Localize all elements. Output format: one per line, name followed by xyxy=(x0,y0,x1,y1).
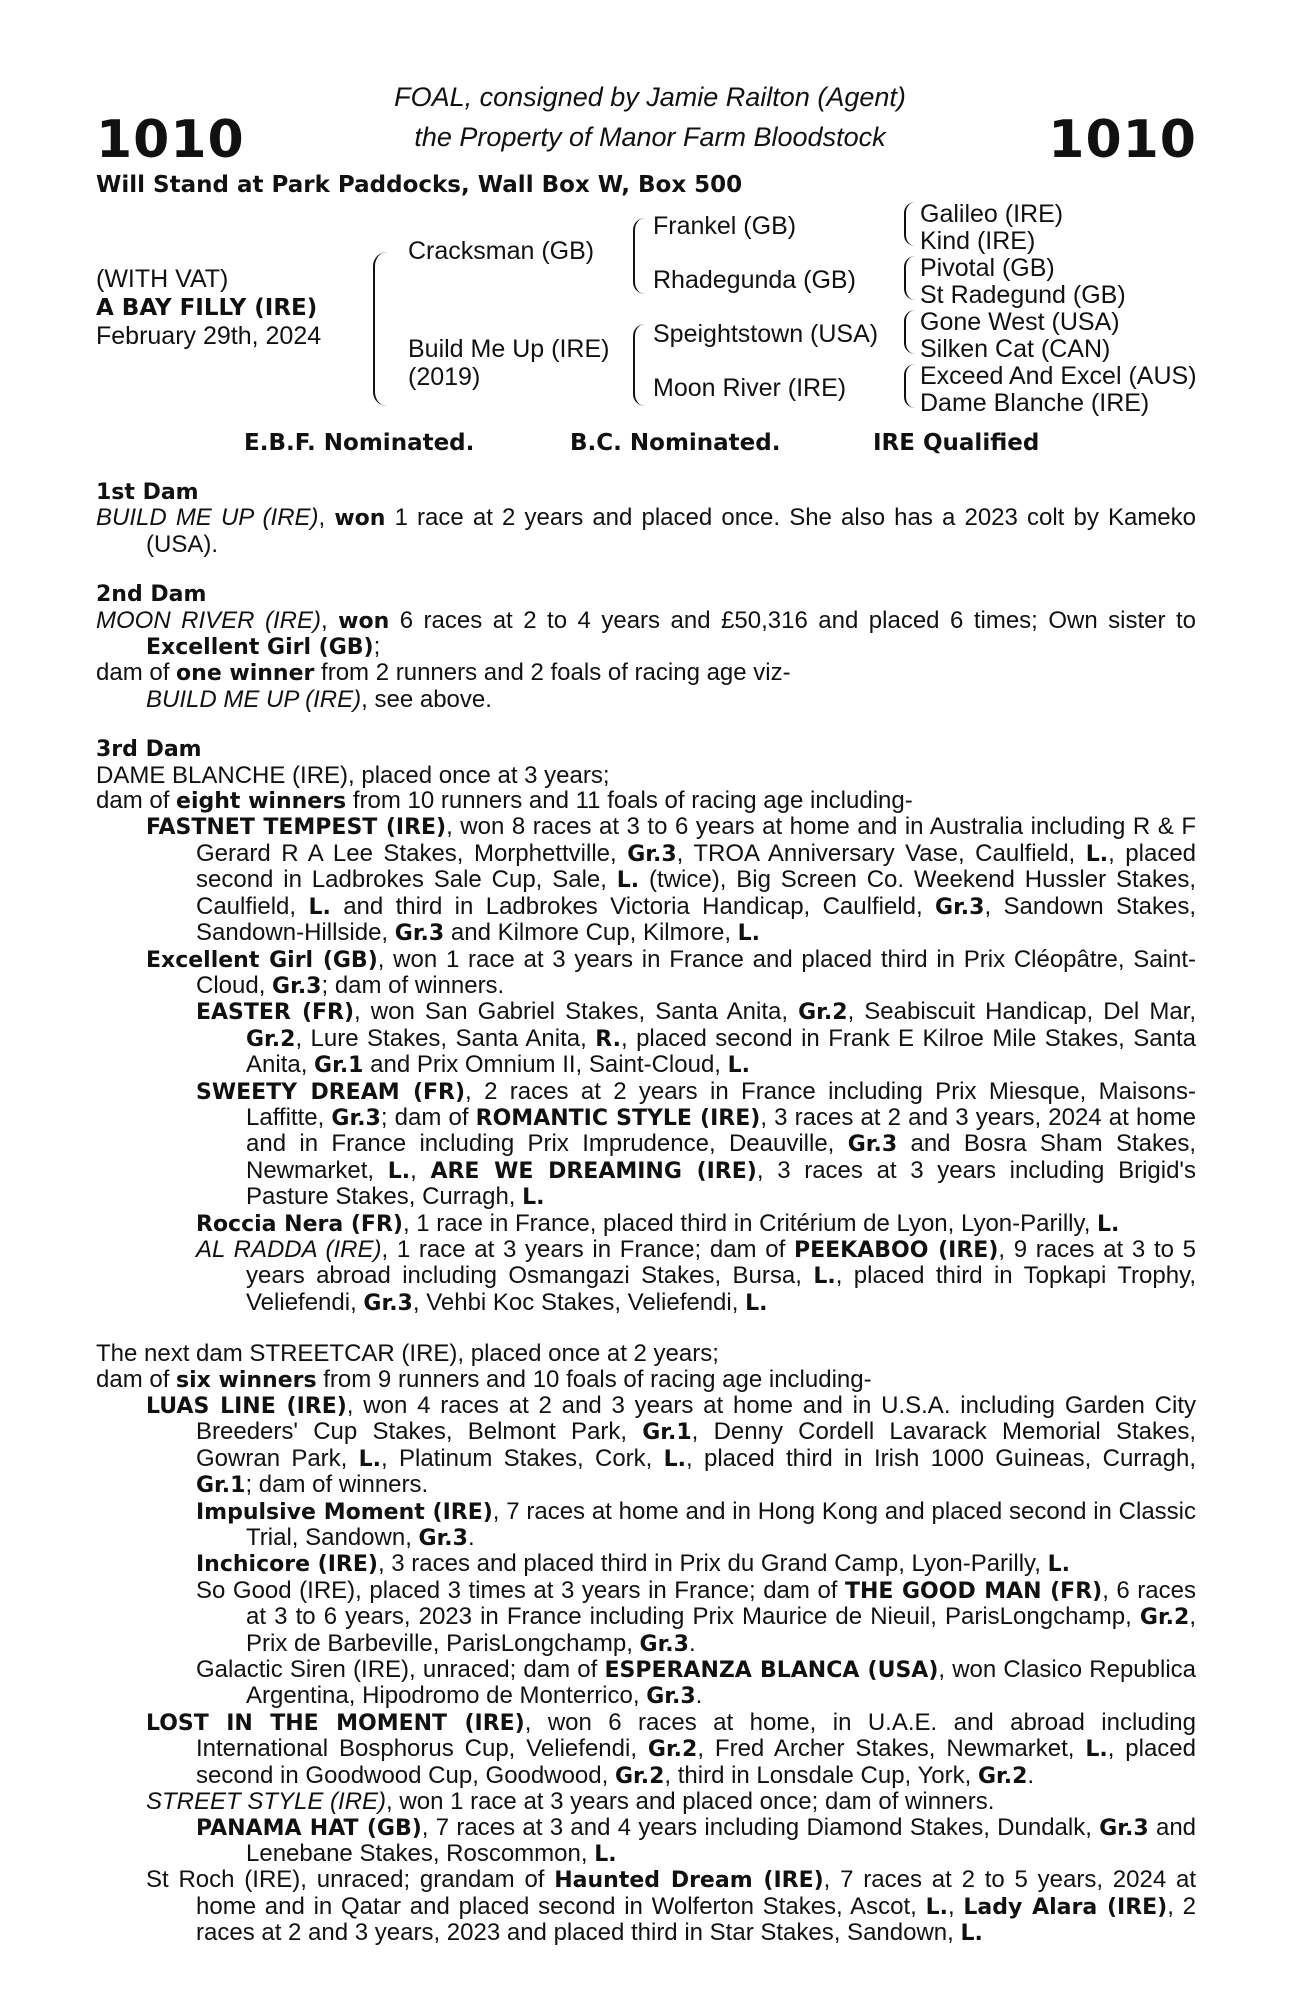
dam-section xyxy=(96,737,1196,1316)
bold-text: L. xyxy=(594,1841,617,1867)
entry-text: , Vehbi Koc Stakes, Veliefendi, xyxy=(412,1288,746,1316)
bold-text: Gr.2 xyxy=(977,1763,1028,1789)
entry-text: dam of xyxy=(96,1365,177,1393)
entry-text: , Prix de Barbeville, ParisLongchamp, xyxy=(246,1603,1196,1657)
bold-text: L. xyxy=(308,894,331,920)
ebf-nomination: E.B.F. Nominated. xyxy=(244,430,475,456)
bold-text: Gr.3 xyxy=(646,1684,696,1710)
bold-text: Lady Alara (IRE) xyxy=(963,1894,1168,1920)
bold-text: PEEKABOO (IRE) xyxy=(793,1237,999,1263)
pedigree-entry xyxy=(96,1710,1196,1789)
bold-text: Gr.3 xyxy=(272,973,322,999)
entry-text: , 3 races and placed third in Prix du Grand Camp, Lyon-Parilly, xyxy=(377,1550,1048,1578)
dam-sire: Speightstown (USA) xyxy=(653,320,879,348)
bold-text: L. xyxy=(737,921,761,947)
bold-text: FASTNET TEMPEST (IRE) xyxy=(146,815,447,841)
bold-text: won xyxy=(334,506,386,532)
entry-text: , 2 races at 2 years in France including Prix Miesque, Maisons-Laffitte, xyxy=(246,1077,1196,1131)
entry-text: , 3 races at 2 and 3 years, 2024 at home and in France including Prix Imprudence, Deauville, xyxy=(246,1103,1196,1158)
pedigree-entry xyxy=(96,947,1196,1000)
italic-text: STREET STYLE (IRE) xyxy=(146,1788,387,1816)
bold-text: L. xyxy=(358,1446,382,1472)
grandsire-4: Exceed And Excel (AUS) xyxy=(920,362,1197,390)
pedigree-entry xyxy=(96,1393,1196,1499)
entry-text: , Platinum Stakes, Cork, xyxy=(381,1444,664,1472)
entry-text: . xyxy=(467,1524,475,1552)
bold-text: Gr.2 xyxy=(1139,1605,1190,1631)
section-heading: 2nd Dam xyxy=(96,582,207,608)
italic-text: BUILD ME UP (IRE) xyxy=(146,685,362,713)
bold-text: L. xyxy=(1047,1552,1070,1578)
bold-text: PANAMA HAT (GB) xyxy=(196,1815,422,1841)
bold-text: Gr.3 xyxy=(639,1631,689,1657)
entry-text: , placed third in Irish 1000 Guineas, Curragh, xyxy=(686,1444,1196,1472)
ire-qualified: IRE Qualified xyxy=(873,430,1040,456)
entry-text: , placed third in Topkapi Trophy, Veliefendi, xyxy=(246,1262,1196,1316)
entry-text: , 3 races at 3 years including Brigid's Pasture Stakes, Curragh, xyxy=(246,1156,1197,1211)
entry-text: , Seabiscuit Handicap, Del Mar, xyxy=(847,998,1197,1026)
bold-text: EASTER (FR) xyxy=(196,1000,355,1026)
bc-nomination: B.C. Nominated. xyxy=(570,430,781,456)
grandsire-2: Pivotal (GB) xyxy=(920,254,1055,282)
bold-text: L. xyxy=(925,1894,948,1920)
pedigree-entry xyxy=(96,1551,1196,1577)
entry-text: DAME BLANCHE (IRE), placed once at 3 years; xyxy=(96,761,610,789)
entry-text: , Denny Cordell Lavarack Memorial Stakes, Gowran Park, xyxy=(196,1418,1196,1472)
entry-text: , xyxy=(318,504,335,532)
granddam-2: St Radegund (GB) xyxy=(920,281,1126,309)
bold-text: L. xyxy=(616,868,640,894)
entry-text: and Prix Omnium II, Saint-Cloud, xyxy=(363,1051,728,1079)
italic-text: MOON RIVER (IRE) xyxy=(96,606,321,634)
entry-text: and Lenebane Stakes, Roscommon, xyxy=(246,1813,1197,1867)
bold-text: Gr.3 xyxy=(363,1290,413,1316)
dam: Build Me Up (IRE) xyxy=(408,335,610,363)
entry-text: , 1 race at 3 years in France; dam of xyxy=(381,1235,794,1263)
section-gap xyxy=(96,557,1196,582)
bold-text: Gr.1 xyxy=(196,1473,246,1499)
entry-text: The next dam STREETCAR (IRE), placed once at 2 years; xyxy=(96,1340,719,1368)
entry-text: , won 1 race at 3 years and placed once; dam of winners. xyxy=(386,1788,995,1816)
entry-text: from 2 runners and 2 foals of racing age viz- xyxy=(314,659,791,687)
entry-text: and Bosra Sham Stakes, Newmarket, xyxy=(246,1130,1196,1184)
pedigree-entry xyxy=(96,999,1196,1078)
bold-text: Impulsive Moment (IRE) xyxy=(196,1499,493,1525)
entry-text: . xyxy=(688,1629,696,1657)
bold-text: Gr.3 xyxy=(418,1526,468,1552)
bold-text: Gr.1 xyxy=(314,1053,364,1079)
entry-text: ; dam of xyxy=(380,1103,476,1131)
entry-text: 6 races at 2 to 4 years and £50,316 and placed 6 times; Own sister to xyxy=(389,606,1196,634)
sire-dam: Rhadegunda (GB) xyxy=(653,266,856,294)
pedigree-brace xyxy=(904,310,915,354)
bold-text: six winners xyxy=(176,1367,317,1393)
section-heading: 1st Dam xyxy=(96,480,199,505)
dam-dam: Moon River (IRE) xyxy=(653,374,847,402)
entry-text: ; xyxy=(373,633,381,661)
bold-text: LOST IN THE MOMENT (IRE) xyxy=(146,1710,525,1736)
bold-text: L. xyxy=(813,1264,836,1290)
entry-text: , placed second in Ladbrokes Sale Cup, Sale, xyxy=(196,839,1197,894)
pedigree-brace xyxy=(904,364,915,408)
entry-text: , won 6 races at home, in U.A.E. and abroad including International Bosphorus Cup, Veliefendi, xyxy=(196,1708,1196,1763)
pedigree-entry xyxy=(96,1499,1196,1552)
entry-text: , xyxy=(947,1892,964,1920)
bold-text: L. xyxy=(1097,1211,1120,1237)
section-gap xyxy=(96,1316,1196,1341)
bold-text: ROMANTIC STYLE (IRE) xyxy=(475,1105,761,1131)
bold-text: Gr.3 xyxy=(1099,1815,1149,1841)
pedigree-entry xyxy=(96,505,1196,557)
granddam-3: Silken Cat (CAN) xyxy=(920,335,1111,363)
grandsire-3: Gone West (USA) xyxy=(920,308,1120,336)
dam-section xyxy=(96,582,1196,712)
bold-text: eight winners xyxy=(176,789,347,815)
bold-text: one winner xyxy=(176,661,315,687)
bold-text: ESPERANZA BLANCA (USA) xyxy=(604,1658,939,1684)
bold-text: L. xyxy=(1085,1737,1108,1763)
grandsire-1: Galileo (IRE) xyxy=(920,200,1064,228)
horse-name: A BAY FILLY (IRE) xyxy=(96,295,318,321)
bold-text: Excellent Girl (GB) xyxy=(146,635,374,661)
bold-text: R. xyxy=(595,1026,621,1052)
entry-text: , won Clasico Republica Argentina, Hipodromo de Monterrico, xyxy=(246,1656,1196,1710)
entry-text: (twice), Big Screen Co. Weekend Hussler Stakes, Caulfield, xyxy=(196,866,1196,920)
bold-text: Gr.1 xyxy=(642,1420,692,1446)
pedigree-entry xyxy=(96,1367,1196,1393)
entry-text: , Lure Stakes, Santa Anita, xyxy=(295,1024,596,1052)
entry-text: Galactic Siren (IRE), unraced; dam of xyxy=(196,1656,605,1684)
italic-text: AL RADDA (IRE) xyxy=(196,1235,382,1263)
lot-number-left: 1010 xyxy=(96,110,245,170)
dam-section xyxy=(96,480,1196,557)
bold-text: Haunted Dream (IRE) xyxy=(554,1868,824,1894)
pedigree-entry xyxy=(96,1789,1196,1814)
entry-text: . xyxy=(1027,1761,1035,1789)
pedigree-entry xyxy=(96,1578,1196,1657)
bold-text: L. xyxy=(745,1290,768,1316)
entry-text: , TROA Anniversary Vase, Caulfield, xyxy=(676,839,1086,867)
bold-text: Gr.2 xyxy=(647,1737,698,1763)
pedigree-brace xyxy=(373,252,389,406)
entry-text: , see above. xyxy=(361,685,492,713)
pedigree-entry xyxy=(96,1867,1196,1946)
entry-text: dam of xyxy=(96,659,177,687)
entry-text: , 7 races at 2 to 5 years, 2024 at home and in Qatar and placed second in Wolferton Stakes, Ascot, xyxy=(196,1866,1196,1920)
pedigree-brace xyxy=(904,202,915,246)
entry-text: from 9 runners and 10 foals of racing age including- xyxy=(316,1365,872,1393)
entry-text: , 9 races at 3 to 5 years abroad including Osmangazi Stakes, Bursa, xyxy=(246,1235,1197,1290)
entry-text: , 6 races at 3 to 6 years, 2023 in France including Prix Maurice de Nieuil, ParisLongchamp, xyxy=(246,1576,1196,1631)
family-history xyxy=(96,480,1196,1947)
pedigree-brace xyxy=(904,256,915,300)
entry-text: and Kilmore Cup, Kilmore, xyxy=(444,919,738,947)
granddam-1: Kind (IRE) xyxy=(920,227,1036,255)
entry-text: , 1 race in France, placed third in Critérium de Lyon, Lyon-Parilly, xyxy=(402,1209,1098,1237)
lot-number-right: 1010 xyxy=(1048,110,1197,170)
bold-text: L. xyxy=(522,1185,545,1211)
pedigree-entry xyxy=(96,660,1196,686)
entry-text: St Roch (IRE), unraced; grandam of xyxy=(146,1866,555,1894)
bold-text: Gr.2 xyxy=(246,1026,296,1052)
bold-text: L. xyxy=(727,1053,751,1079)
entry-text: So Good (IRE), placed 3 times at 3 years in France; dam of xyxy=(196,1576,846,1604)
pedigree-brace xyxy=(633,218,645,294)
pedigree-entry xyxy=(96,1657,1196,1710)
pedigree-brace xyxy=(633,324,645,406)
entry-text: , Fred Archer Stakes, Newmarket, xyxy=(697,1735,1086,1763)
pedigree-entry xyxy=(96,687,1196,712)
sire-sire: Frankel (GB) xyxy=(653,212,797,240)
sire: Cracksman (GB) xyxy=(408,237,595,265)
entry-text: , Sandown Stakes, Sandown-Hillside, xyxy=(196,892,1196,947)
vat-label: (WITH VAT) xyxy=(96,265,229,293)
entry-text: 1 race at 2 years and placed once. She also has a 2023 colt by Kameko (USA). xyxy=(146,504,1197,558)
entry-text: , won San Gabriel Stakes, Santa Anita, xyxy=(354,998,799,1026)
bold-text: LUAS LINE (IRE) xyxy=(146,1394,347,1419)
bold-text: Gr.3 xyxy=(847,1132,898,1158)
pedigree-entry xyxy=(96,1211,1196,1237)
bold-text: SWEETY DREAM (FR) xyxy=(196,1079,466,1105)
entry-text: from 10 runners and 11 foals of racing age including- xyxy=(346,787,913,815)
entry-text: , xyxy=(410,1156,431,1184)
pedigree-entry xyxy=(96,1815,1196,1868)
bold-text: Gr.3 xyxy=(627,841,677,867)
pedigree-entry xyxy=(96,788,1196,814)
foaling-date: February 29th, 2024 xyxy=(96,322,322,350)
bold-text: won xyxy=(338,608,390,634)
italic-text: BUILD ME UP (IRE) xyxy=(96,504,319,532)
bold-text: THE GOOD MAN (FR) xyxy=(845,1578,1103,1604)
pedigree-entry xyxy=(96,763,1196,788)
bold-text: L. xyxy=(387,1158,411,1184)
entry-text: , won 1 race at 3 years in France and placed third in Prix Cléopâtre, Saint-Cloud, xyxy=(196,945,1196,999)
pedigree-entry xyxy=(96,814,1196,946)
bold-text: Gr.3 xyxy=(331,1105,381,1131)
pedigree-entry xyxy=(96,1341,1196,1366)
dam-year: (2019) xyxy=(408,363,481,391)
bold-text: L. xyxy=(1085,841,1109,867)
entry-text: , third in Lonsdale Cup, York, xyxy=(664,1761,978,1789)
entry-text: , xyxy=(320,606,339,634)
pedigree-entry xyxy=(96,608,1196,661)
entry-text: , won 4 races at 2 and 3 years at home and in U.S.A. including Garden City Breeders' Cup Stakes, Belmont Park, xyxy=(196,1392,1196,1446)
entry-text: , placed second in Goodwood Cup, Goodwood, xyxy=(196,1735,1196,1789)
bold-text: Gr.2 xyxy=(798,1000,848,1026)
entry-text: , 2 races at 2 and 3 years, 2023 and placed third in Star Stakes, Sandown, xyxy=(196,1892,1197,1947)
bold-text: Gr.3 xyxy=(394,921,445,947)
entry-text: ; dam of winners. xyxy=(321,971,505,999)
bold-text: Excellent Girl (GB) xyxy=(146,947,378,973)
section-heading: 3rd Dam xyxy=(96,737,202,763)
bold-text: Roccia Nera (FR) xyxy=(196,1211,403,1237)
pedigree-entry xyxy=(96,1237,1196,1316)
dam-section xyxy=(96,1341,1196,1946)
bold-text: Inchicore (IRE) xyxy=(196,1552,378,1578)
pedigree-entry xyxy=(96,1079,1196,1211)
bold-text: Gr.3 xyxy=(935,894,985,920)
stand-location: Will Stand at Park Paddocks, Wall Box W, Box 500 xyxy=(96,172,743,198)
granddam-4: Dame Blanche (IRE) xyxy=(920,389,1150,417)
bold-text: L. xyxy=(960,1921,983,1947)
consignment-line-2: the Property of Manor Farm Bloodstock xyxy=(414,122,886,152)
entry-text: , placed second in Frank E Kilroe Mile Stakes, Santa Anita, xyxy=(246,1024,1196,1079)
bold-text: Gr.2 xyxy=(614,1763,665,1789)
entry-text: , 7 races at 3 and 4 years including Diamond Stakes, Dundalk, xyxy=(421,1813,1100,1841)
entry-text: and third in Ladbrokes Victoria Handicap, Caulfield, xyxy=(330,892,936,920)
entry-text: , 7 races at home and in Hong Kong and placed second in Classic Trial, Sandown, xyxy=(246,1497,1196,1552)
entry-text: ; dam of winners. xyxy=(245,1471,429,1499)
consignment-line-1: FOAL, consigned by Jamie Railton (Agent) xyxy=(394,82,906,112)
section-gap xyxy=(96,712,1196,737)
bold-text: ARE WE DREAMING (IRE) xyxy=(430,1158,757,1184)
entry-text: , won 8 races at 3 to 6 years at home and in Australia including R & F Gerard R A Lee Stakes, Morphettville, xyxy=(196,813,1196,867)
entry-text: . xyxy=(695,1682,703,1710)
bold-text: L. xyxy=(663,1446,687,1472)
entry-text: dam of xyxy=(96,787,177,815)
